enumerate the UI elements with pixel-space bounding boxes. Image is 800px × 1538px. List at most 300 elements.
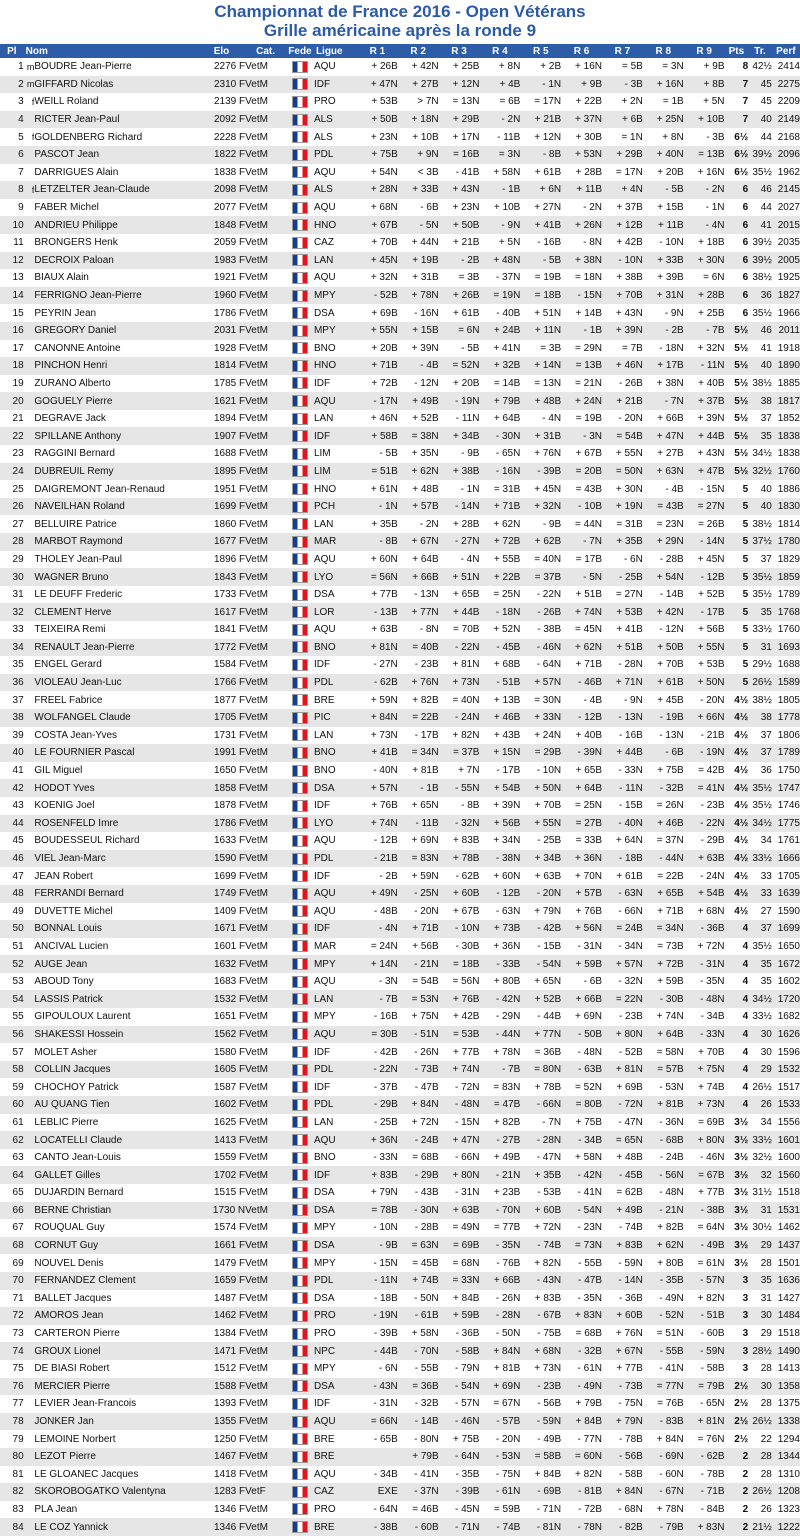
round-8-cell: - 36N [659,1116,684,1128]
round-6-cell: - 77N [577,1433,602,1445]
round-2-cell: - 55B [414,1363,439,1375]
performance-cell: 1886 [777,483,800,495]
federation-cell [286,287,314,305]
federation-cell [286,586,314,604]
table-row [0,1008,800,1026]
round-8-cell: + 61B [657,677,684,689]
round-8-cell: + 84N [656,1433,684,1445]
round-3-cell: + 78B [453,853,480,865]
tiebreak-cell: 33½ [752,1011,772,1023]
points-cell: 5 [742,553,749,565]
round-7-cell: - 59N [618,1257,643,1269]
tiebreak-cell: 26½ [752,1081,772,1093]
place-cell: 80 [12,1451,24,1463]
points-cell: 2 [742,1451,749,1463]
table-row [0,1272,800,1290]
round-2-cell: - 2N [419,518,439,530]
round-5-cell: - 20N [536,888,562,900]
col-tiebreak-header: Tr. [754,45,766,57]
elo-cell: 1814 F [214,360,246,372]
player-name-cell: DECROIX Paloan [34,254,114,266]
round-8-cell: = 26N [656,800,684,812]
round-3-cell: + 67B [453,905,480,917]
player-name-cell: CORNUT Guy [34,1240,99,1252]
round-6-cell: - 1B [583,325,602,337]
league-cell: AQU [313,553,336,565]
title-cell [24,1166,35,1184]
round-6-cell: = 44N [575,518,602,530]
round-5-cell: + 63B [534,870,562,882]
federation-cell [286,76,314,94]
round-3-cell: - 55N [455,782,480,794]
french-flag-icon [292,641,308,653]
round-3-cell: - 15N [455,1116,480,1128]
round-3-cell: - 79N [455,1363,480,1375]
french-flag-icon [292,923,308,935]
round-1-cell: - 33N [373,1152,398,1164]
tiebreak-cell: 37 [760,747,772,759]
round-9-cell: + 43N [697,448,725,460]
title-cell [24,1360,35,1378]
french-flag-icon [292,1081,308,1093]
round-3-cell: + 38B [453,465,480,477]
round-9-cell: - 59N [700,1345,725,1357]
elo-cell: 1841 F [214,624,246,636]
round-7-cell: + 6B [621,114,643,126]
round-9-cell: + 72N [697,940,725,952]
federation-cell [286,656,314,674]
elo-cell: 1661 F [214,1240,246,1252]
category-cell: VetM [245,712,268,724]
place-cell: 69 [12,1257,24,1269]
round-3-cell: + 7N [458,765,480,777]
league-cell: NPC [313,1345,336,1357]
federation-cell [286,1395,314,1413]
round-3-cell: + 50B [453,219,480,231]
round-2-cell: - 23B [414,659,439,671]
elo-cell: 1580 F [214,1046,246,1058]
table-row [0,920,800,938]
title-cell [24,322,35,340]
elo-cell: 1250 F [214,1433,246,1445]
category-cell: VetM [245,1257,268,1269]
round-2-cell: + 57B [412,501,439,513]
tiebreak-cell: 28 [760,1451,772,1463]
points-cell: 4 [742,958,749,970]
tiebreak-cell: 41 [760,219,772,231]
round-4-cell: - 27B [496,1134,521,1146]
category-cell: VetM [245,1503,268,1515]
round-1-cell: + 79N [370,1187,398,1199]
round-3-cell: + 80N [452,1169,480,1181]
federation-cell [286,1043,314,1061]
round-6-cell: - 81B [578,1486,602,1498]
federation-cell [286,1448,314,1466]
round-1-cell: + 28N [370,184,398,196]
title-cell [24,674,35,692]
tiebreak-cell: 33½ [752,853,772,865]
round-1-cell: + 41B [371,747,398,759]
round-5-cell: + 50N [534,782,562,794]
performance-cell: 1827 [777,290,800,302]
round-2-cell: + 81B [412,765,439,777]
player-name-cell: BONNAL Louis [34,923,102,935]
round-8-cell: - 83B [659,1416,684,1428]
round-8-cell: + 78N [656,1503,684,1515]
performance-cell: 1490 [777,1345,800,1357]
title-cell [24,727,35,745]
round-3-cell: = 6N [458,325,480,337]
table-row [0,93,800,111]
elo-cell: 2092 F [214,114,246,126]
title-cell [24,533,35,551]
points-cell: 5 [742,571,749,583]
round-8-cell: + 64B [657,1028,684,1040]
round-7-cell: = 50N [615,465,643,477]
table-row [0,973,800,991]
place-cell: 79 [12,1433,24,1445]
player-name-cell: CARTERON Pierre [34,1328,120,1340]
elo-cell: 1588 F [214,1380,246,1392]
round-8-cell: + 66B [657,413,684,425]
table-row [0,392,800,410]
category-cell: VetM [245,853,268,865]
round-9-cell: + 73N [697,1099,725,1111]
round-8-cell: - 44N [659,853,684,865]
round-1-cell: = 78B [371,1204,398,1216]
points-cell: 3½ [734,1204,749,1216]
federation-cell [286,709,314,727]
league-cell: DSA [313,1187,335,1199]
place-cell: 59 [12,1081,24,1093]
category-cell: VetM [245,958,268,970]
round-5-cell: - 46N [536,641,562,653]
league-cell: ALS [313,131,333,143]
round-7-cell: - 74B [618,1222,643,1234]
french-flag-icon [292,114,308,126]
round-4-cell: - 45B [496,641,521,653]
french-flag-icon [292,290,308,302]
tiebreak-cell: 35 [760,976,772,988]
round-8-cell: + 74N [656,1011,684,1023]
points-cell: 2 [742,1521,749,1533]
league-cell: PDL [313,677,334,689]
page-header [0,0,800,44]
round-5-cell: + 35B [534,1169,562,1181]
round-6-cell: - 54N [577,1204,602,1216]
league-cell: AQU [313,1134,336,1146]
round-8-cell: + 15B [657,202,684,214]
table-row [0,1325,800,1343]
round-7-cell: = 1N [621,131,643,143]
elo-cell: 1602 F [214,1099,246,1111]
category-cell: VetM [245,184,268,196]
league-cell: DSA [313,1292,335,1304]
round-1-cell: - 48B [373,905,398,917]
round-3-cell: = 70B [453,624,480,636]
round-7-cell: + 67N [615,1345,643,1357]
federation-cell [286,93,314,111]
round-7-cell: = 17N [615,166,643,178]
round-6-cell: = 13B [575,360,602,372]
tiebreak-cell: 31½ [752,1187,772,1199]
french-flag-icon [292,1380,308,1392]
table-row [0,375,800,393]
round-1-cell: - 22N [373,1064,398,1076]
league-cell: BRE [313,1451,335,1463]
player-name-cell: CANONNE Antoine [34,342,121,354]
round-7-cell: = 62B [616,1187,643,1199]
round-8-cell: - 60N [659,1468,684,1480]
round-6-cell: - 31N [577,940,602,952]
performance-cell: 1639 [777,888,800,900]
round-6-cell: + 53N [575,149,602,161]
round-1-cell: - 13B [373,606,398,618]
elo-cell: 1515 F [214,1187,246,1199]
player-name-cell: BELLUIRE Patrice [34,518,117,530]
round-2-cell: + 72N [411,1116,439,1128]
player-name-cell: SPILLANE Anthony [34,430,122,442]
french-flag-icon [292,448,308,460]
tiebreak-cell: 30 [760,1028,772,1040]
player-name-cell: ANDRIEU Philippe [34,219,118,231]
table-row [0,515,800,533]
round-3-cell: + 61B [453,307,480,319]
league-cell: IDF [313,430,331,442]
french-flag-icon [292,219,308,231]
round-5-cell: = 40N [534,553,562,565]
title-cell [24,1325,35,1343]
round-8-cell: = 58N [656,1046,684,1058]
place-cell: 8 [18,184,24,196]
round-3-cell: + 74N [452,1064,480,1076]
league-cell: AQU [313,395,336,407]
round-3-cell: + 60B [453,888,480,900]
federation-cell [286,1272,314,1290]
league-cell: BNO [313,641,336,653]
round-1-cell: + 14N [370,958,398,970]
round-9-cell: - 3B [706,131,725,143]
federation-cell [286,1307,314,1325]
round-6-cell: = 19B [575,413,602,425]
round-3-cell: - 14N [455,501,480,513]
federation-cell [286,1430,314,1448]
round-7-cell: - 34N [618,940,643,952]
elo-cell: 1896 F [214,553,246,565]
place-cell: 70 [12,1275,24,1287]
round-8-cell: - 56N [659,1169,684,1181]
round-7-cell: - 18B [618,853,643,865]
title-cell [24,639,35,657]
title-cell: f [31,132,35,143]
round-2-cell: = 36B [412,1380,439,1392]
table-row [0,427,800,445]
round-4-cell: + 54B [493,782,521,794]
round-4-cell: - 29N [495,1011,521,1023]
round-3-cell: - 31N [455,1187,480,1199]
federation-cell [286,1008,314,1026]
player-name-cell: SHAKESSI Hossein [34,1028,124,1040]
round-8-cell: = 51N [656,1328,684,1340]
federation-cell [286,990,314,1008]
round-3-cell: + 29B [453,114,480,126]
round-4-cell: - 30N [495,430,521,442]
title-cell [24,850,35,868]
points-cell: 6 [742,202,749,214]
round-1-cell: + 45N [370,254,398,266]
round-6-cell: + 75B [575,1116,602,1128]
round-5-cell: + 77N [534,1028,562,1040]
place-cell: 11 [13,237,24,249]
round-8-cell: + 46B [657,817,684,829]
performance-cell: 1590 [777,905,800,917]
points-cell: 5½ [734,377,749,389]
round-7-cell: + 71N [615,677,643,689]
round-2-cell: + 82B [412,694,439,706]
round-6-cell: + 66B [575,993,602,1005]
round-9-cell: + 83N [697,1521,725,1533]
title-cell [24,1272,35,1290]
performance-cell: 2027 [777,202,800,214]
table-row [0,779,800,797]
round-5-cell: + 31B [534,430,562,442]
round-9-cell: + 74B [698,1081,725,1093]
tiebreak-cell: 31 [760,1292,772,1304]
performance-cell: 1518 [777,1187,800,1199]
points-cell: 5½ [734,448,749,460]
place-cell: 52 [12,958,24,970]
round-9-cell: - 34B [700,1011,725,1023]
round-2-cell: + 59N [411,870,439,882]
title-cell [24,515,35,533]
round-8-cell: - 19B [659,712,684,724]
league-cell: AQU [313,905,336,917]
round-4-cell: - 16N [495,465,521,477]
round-2-cell: - 32B [414,1398,439,1410]
round-2-cell: + 78N [411,290,439,302]
federation-cell [286,1149,314,1167]
round-1-cell: + 35B [371,518,398,530]
round-2-cell: = 45B [412,1257,439,1269]
round-7-cell: - 78B [618,1433,643,1445]
round-9-cell: + 45N [697,553,725,565]
league-cell: AQU [313,61,336,73]
table-row [0,1131,800,1149]
round-2-cell: + 71B [412,923,439,935]
round-9-cell: = 69B [698,1116,725,1128]
performance-cell: 2096 [777,149,800,161]
points-cell: 5½ [734,360,749,372]
category-cell: VetM [245,114,268,126]
round-4-cell: + 71B [493,501,521,513]
round-9-cell: + 37B [698,395,725,407]
round-5-cell: + 34B [534,853,562,865]
round-5-cell: - 15B [537,940,562,952]
round-4-cell: = 47B [493,1099,521,1111]
player-name-cell: NAVEILHAN Roland [34,501,125,513]
round-4-cell: = 25N [493,589,521,601]
round-7-cell: + 61B [616,870,643,882]
round-1-cell: - 11N [374,1275,398,1287]
federation-cell [286,551,314,569]
round-2-cell: + 48B [412,483,439,495]
round-6-cell: - 61N [577,1363,602,1375]
title-cell [24,955,35,973]
round-2-cell: - 30N [414,1204,439,1216]
round-3-cell: - 39B [455,1486,480,1498]
tiebreak-cell: 37½ [752,536,772,548]
round-6-cell: - 5N [583,571,602,583]
french-flag-icon [292,765,308,777]
tiebreak-cell: 38 [760,395,772,407]
round-6-cell: + 69N [575,1011,602,1023]
player-name-cell: DUBREUIL Remy [34,465,114,477]
round-2-cell: - 20N [414,905,439,917]
elo-cell: 1907 F [214,430,246,442]
round-7-cell: - 82B [618,1521,643,1533]
federation-cell [286,111,314,129]
table-row [0,181,800,199]
french-flag-icon [292,835,308,847]
round-7-cell: = 31B [616,518,643,530]
round-5-cell: + 6N [539,184,562,196]
round-3-cell: + 82N [452,729,480,741]
round-9-cell: + 40B [698,377,725,389]
round-3-cell: + 59B [453,1310,480,1322]
league-cell: BNO [313,765,336,777]
place-cell: 83 [12,1503,24,1515]
table-row [0,656,800,674]
round-6-cell: - 49N [577,1380,602,1392]
place-cell: 58 [12,1064,24,1076]
player-name-cell: CLEMENT Herve [34,606,112,618]
round-3-cell: - 71N [455,1521,480,1533]
round-5-cell: = 3B [540,342,562,354]
round-9-cell: + 55N [697,641,725,653]
round-4-cell: - 75N [495,1468,521,1480]
french-flag-icon [292,1169,308,1181]
points-cell: 4½ [734,817,749,829]
federation-cell [286,832,314,850]
french-flag-icon [292,1416,308,1428]
federation-cell [286,181,314,199]
round-8-cell: - 53N [659,1081,684,1093]
french-flag-icon [292,501,308,513]
round-3-cell: - 72N [455,1081,480,1093]
performance-cell: 1323 [777,1503,800,1515]
french-flag-icon [292,1240,308,1252]
round-2-cell: - 5N [419,219,439,231]
round-5-cell: + 2B [540,61,562,73]
round-5-cell: - 59N [536,1416,562,1428]
place-cell: 4 [18,114,24,126]
round-1-cell: - 7B [379,993,398,1005]
round-5-cell: - 28N [536,1134,562,1146]
round-9-cell: - 31N [700,958,725,970]
category-cell: VetM [245,694,268,706]
league-cell: LAN [313,993,334,1005]
performance-cell: 1650 [777,940,800,952]
table-row [0,586,800,604]
tiebreak-cell: 29½ [752,659,772,671]
round-1-cell [357,1448,398,1466]
federation-cell [286,1360,314,1378]
round-7-cell: + 37B [616,202,643,214]
elo-cell: 1688 F [214,448,246,460]
player-name-cell: WAGNER Bruno [34,571,109,583]
place-cell: 63 [12,1152,24,1164]
round-2-cell: - 4B [420,360,439,372]
